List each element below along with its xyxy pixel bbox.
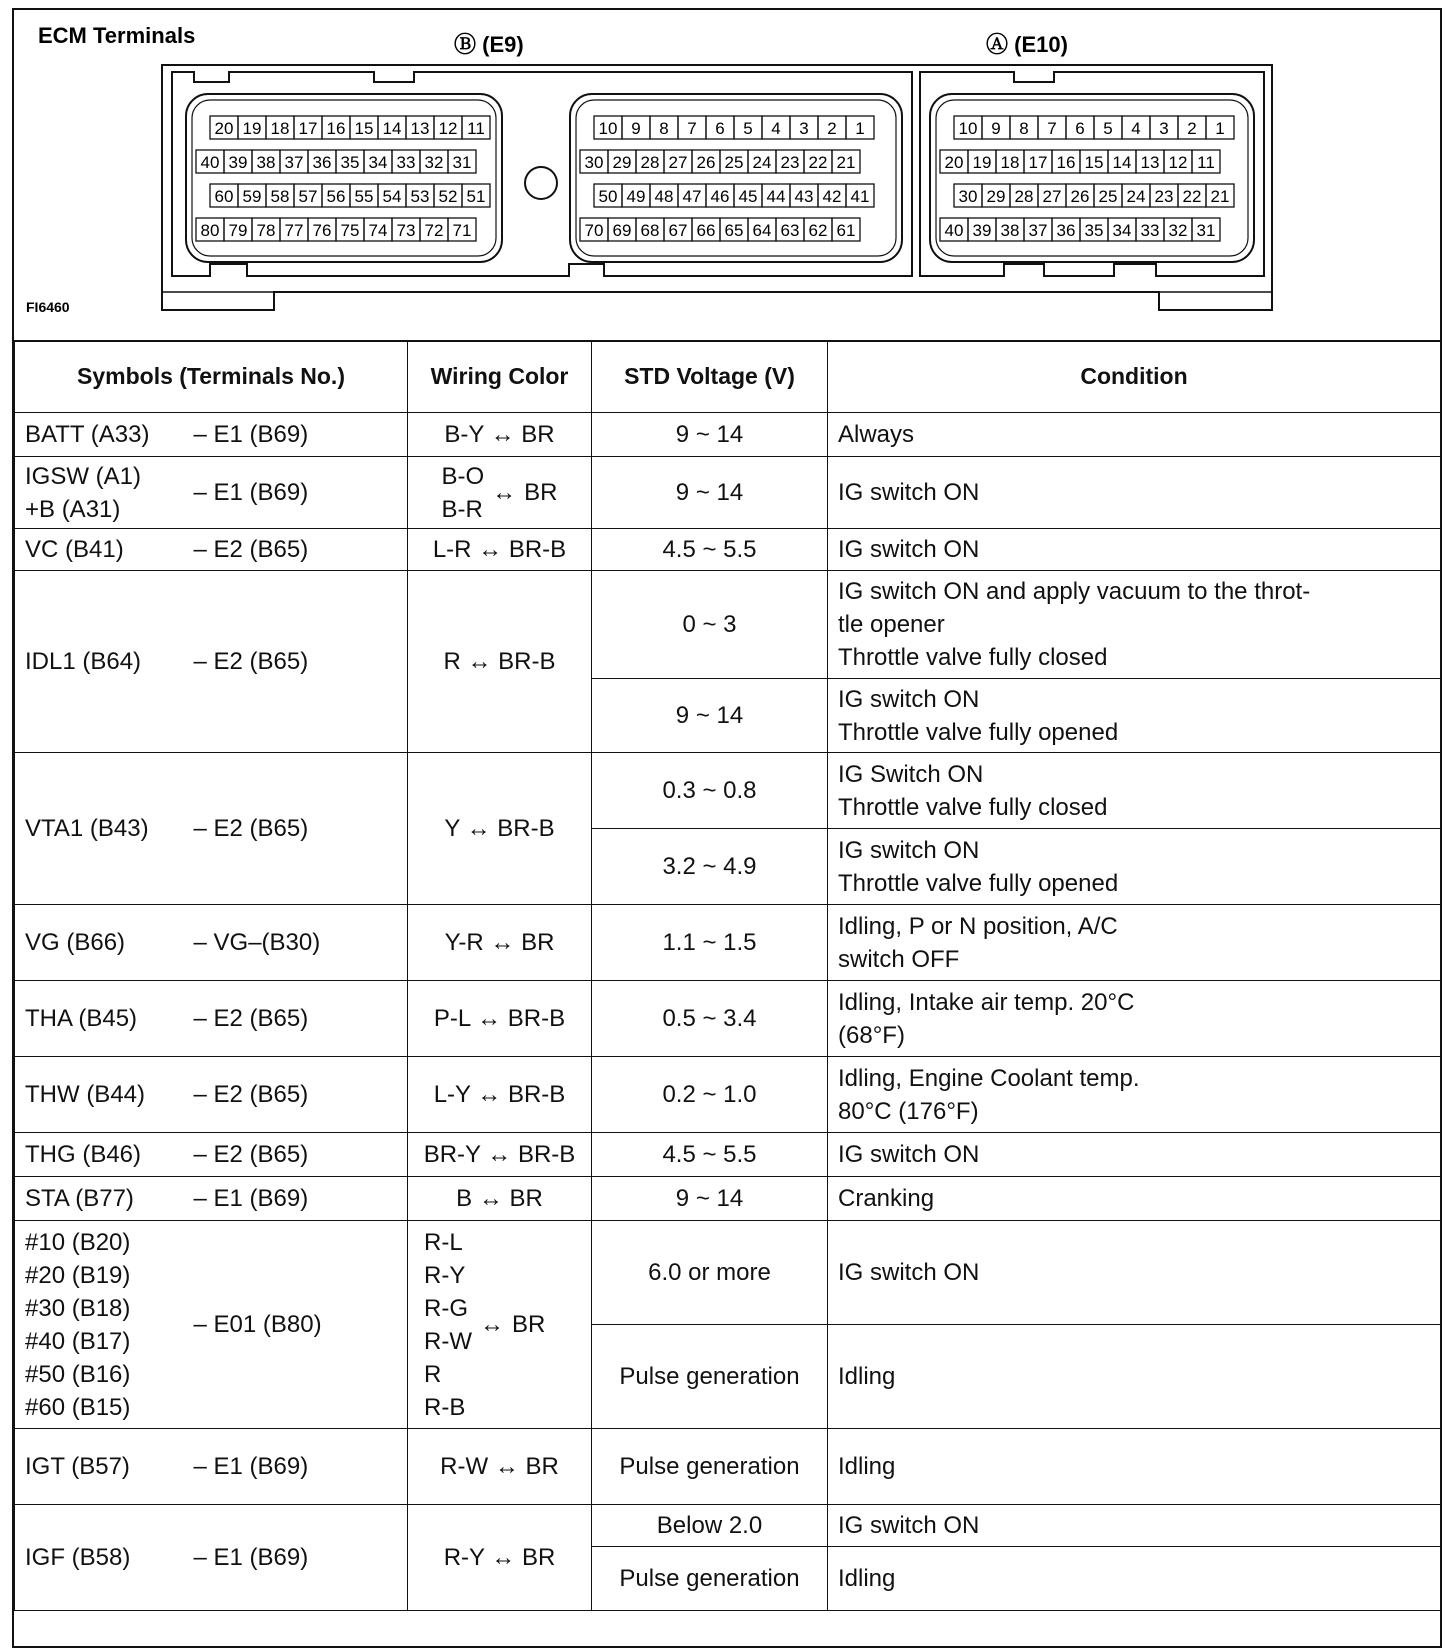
ground-cell: – E2 (B65) xyxy=(190,981,408,1057)
condition-cell: Idling, Engine Coolant temp. 80°C (176°F) xyxy=(828,1057,1441,1133)
pin-number: 15 xyxy=(354,119,374,138)
voltage-cell: Pulse generation xyxy=(592,1547,828,1611)
voltage-cell: 9 ~ 14 xyxy=(592,679,828,753)
voltage-cell: 3.2 ~ 4.9 xyxy=(592,829,828,905)
pin-number: 73 xyxy=(396,221,416,240)
wiring-cell: L-R ↔ BR-B xyxy=(408,529,592,571)
voltage-cell: Pulse generation xyxy=(592,1429,828,1505)
symbol-cell: IGSW (A1) +B (A31) xyxy=(15,457,190,529)
ecm-terminal-sheet xyxy=(12,8,1442,1648)
pin-number: 34 xyxy=(368,153,388,172)
pin-number: 6 xyxy=(715,119,725,138)
pin-number: 64 xyxy=(752,221,772,240)
ground-cell: – E1 (B69) xyxy=(190,1505,408,1611)
wiring-cell: Y ↔ BR-B xyxy=(408,753,592,905)
connector-a-outline xyxy=(920,72,1264,276)
pin-number: 11 xyxy=(1197,153,1215,172)
pin-number: 53 xyxy=(410,187,430,206)
pin-number: 5 xyxy=(1103,119,1113,138)
voltage-cell: 0.2 ~ 1.0 xyxy=(592,1057,828,1133)
pin-number: 31 xyxy=(1196,221,1216,240)
pin-number: 1 xyxy=(855,119,865,138)
symbol-cell: BATT (A33) xyxy=(15,413,190,457)
pin-number: 47 xyxy=(682,187,702,206)
header-condition: Condition xyxy=(828,341,1441,413)
condition-cell: IG switch ON xyxy=(828,1221,1441,1325)
symbol-cell: VTA1 (B43) xyxy=(15,753,190,905)
wiring-cell: B-Y ↔ BR xyxy=(408,413,592,457)
pin-number: 68 xyxy=(640,221,660,240)
pin-number: 35 xyxy=(340,153,360,172)
pin-number: 18 xyxy=(270,119,290,138)
pin-number: 3 xyxy=(799,119,809,138)
mounting-hole-icon xyxy=(525,167,557,199)
pin-number: 62 xyxy=(808,221,828,240)
table-row xyxy=(15,1221,1441,1325)
pin-number: 12 xyxy=(438,119,458,138)
pin-number: 32 xyxy=(424,153,444,172)
header-std-voltage: STD Voltage (V) xyxy=(592,341,828,413)
pin-number: 24 xyxy=(1126,187,1146,206)
symbol-cell: VG (B66) xyxy=(15,905,190,981)
pin-number: 9 xyxy=(631,119,641,138)
pin-number: 30 xyxy=(584,153,604,172)
table-row xyxy=(15,1133,1441,1177)
condition-cell: IG Switch ON Throttle valve fully closed xyxy=(828,753,1441,829)
pin-number: 55 xyxy=(354,187,374,206)
symbol-cell: THW (B44) xyxy=(15,1057,190,1133)
pin-number: 52 xyxy=(438,187,458,206)
pin-number: 71 xyxy=(452,221,472,240)
condition-cell: Always xyxy=(828,413,1441,457)
pin-number: 58 xyxy=(270,187,290,206)
pin-number: 40 xyxy=(200,153,220,172)
table-row xyxy=(15,905,1441,981)
pin-number: 27 xyxy=(668,153,688,172)
ground-cell: – E1 (B69) xyxy=(190,1429,408,1505)
pin-number: 7 xyxy=(687,119,697,138)
pin-number: 77 xyxy=(284,221,304,240)
pin-number: 29 xyxy=(612,153,632,172)
pin-number: 14 xyxy=(1112,153,1132,172)
connector-drawing xyxy=(14,10,1440,340)
symbol-cell: THA (B45) xyxy=(15,981,190,1057)
voltage-cell: Pulse generation xyxy=(592,1325,828,1429)
pin-number: 25 xyxy=(724,153,744,172)
table-row xyxy=(15,457,1441,529)
pin-number: 37 xyxy=(284,153,304,172)
pin-number: 21 xyxy=(836,153,856,172)
symbol-cell: STA (B77) xyxy=(15,1177,190,1221)
wiring-cell: R-L R-Y R-G R-W R R-B ↔ BR xyxy=(408,1221,592,1429)
connector-a-pins xyxy=(940,116,1234,241)
ground-cell: – E1 (B69) xyxy=(190,457,408,529)
table-row xyxy=(15,981,1441,1057)
voltage-cell: 4.5 ~ 5.5 xyxy=(592,1133,828,1177)
pin-number: 31 xyxy=(452,153,472,172)
pin-number: 22 xyxy=(1182,187,1202,206)
condition-cell: IG switch ON xyxy=(828,457,1441,529)
condition-cell: IG switch ON and apply vacuum to the throt- tle opener Throttle valve fully closed xyxy=(828,571,1441,679)
pin-number: 8 xyxy=(659,119,669,138)
pin-number: 29 xyxy=(986,187,1006,206)
pin-number: 17 xyxy=(1028,153,1048,172)
condition-cell: Idling xyxy=(828,1325,1441,1429)
pin-number: 15 xyxy=(1084,153,1104,172)
voltage-cell: Below 2.0 xyxy=(592,1505,828,1547)
pin-number: 45 xyxy=(738,187,758,206)
pin-number: 18 xyxy=(1000,153,1020,172)
condition-cell: IG switch ON xyxy=(828,529,1441,571)
condition-cell: Idling, P or N position, A/C switch OFF xyxy=(828,905,1441,981)
pin-number: 42 xyxy=(822,187,842,206)
pin-number: 3 xyxy=(1159,119,1169,138)
symbol-cell: IGF (B58) xyxy=(15,1505,190,1611)
connector-b-label: Ⓑ (E9) xyxy=(454,32,524,57)
pin-number: 22 xyxy=(808,153,828,172)
pin-number: 8 xyxy=(1019,119,1029,138)
pin-number: 12 xyxy=(1168,153,1188,172)
wiring-cell: Y-R ↔ BR xyxy=(408,905,592,981)
wiring-cell: R-W ↔ BR xyxy=(408,1429,592,1505)
pin-number: 72 xyxy=(424,221,444,240)
table-row xyxy=(15,571,1441,679)
pin-number: 54 xyxy=(382,187,402,206)
pin-number: 49 xyxy=(626,187,646,206)
connector-b-right-pins xyxy=(580,116,874,241)
wiring-cell: R-Y ↔ BR xyxy=(408,1505,592,1611)
wiring-cell: B-O B-R ↔ BR xyxy=(408,457,592,529)
pin-number: 23 xyxy=(1154,187,1174,206)
pin-number: 59 xyxy=(242,187,262,206)
voltage-cell: 9 ~ 14 xyxy=(592,413,828,457)
condition-cell: IG switch ON xyxy=(828,1133,1441,1177)
table-row xyxy=(15,1057,1441,1133)
pin-number: 44 xyxy=(766,187,786,206)
pin-number: 28 xyxy=(1014,187,1034,206)
table-row xyxy=(15,753,1441,829)
header-wiring-color: Wiring Color xyxy=(408,341,592,413)
terminal-table xyxy=(14,340,1441,1611)
voltage-cell: 0.3 ~ 0.8 xyxy=(592,753,828,829)
voltage-cell: 0.5 ~ 3.4 xyxy=(592,981,828,1057)
pin-number: 21 xyxy=(1210,187,1230,206)
condition-cell: IG switch ON Throttle valve fully opened xyxy=(828,679,1441,753)
pin-number: 39 xyxy=(972,221,992,240)
pin-number: 6 xyxy=(1075,119,1085,138)
ground-cell: – E1 (B69) xyxy=(190,413,408,457)
pin-number: 57 xyxy=(298,187,318,206)
pin-number: 76 xyxy=(312,221,332,240)
pin-number: 25 xyxy=(1098,187,1118,206)
pin-number: 30 xyxy=(958,187,978,206)
pin-number: 63 xyxy=(780,221,800,240)
pin-number: 4 xyxy=(1131,119,1141,138)
header-symbols: Symbols (Terminals No.) xyxy=(15,341,408,413)
voltage-cell: 0 ~ 3 xyxy=(592,571,828,679)
pin-number: 7 xyxy=(1047,119,1057,138)
wiring-cell: BR-Y ↔ BR-B xyxy=(408,1133,592,1177)
pin-number: 1 xyxy=(1215,119,1225,138)
pin-number: 38 xyxy=(256,153,276,172)
pin-number: 69 xyxy=(612,221,632,240)
condition-cell: Idling xyxy=(828,1429,1441,1505)
voltage-cell: 9 ~ 14 xyxy=(592,1177,828,1221)
pin-number: 66 xyxy=(696,221,716,240)
pin-number: 16 xyxy=(326,119,346,138)
pin-number: 36 xyxy=(312,153,332,172)
pin-number: 50 xyxy=(598,187,618,206)
pin-number: 61 xyxy=(836,221,856,240)
ground-cell: – E2 (B65) xyxy=(190,1057,408,1133)
pin-number: 48 xyxy=(654,187,674,206)
symbol-cell: #10 (B20) #20 (B19) #30 (B18) #40 (B17) #50 (B16) #60 (B15) xyxy=(15,1221,190,1429)
pin-number: 60 xyxy=(214,187,234,206)
pin-number: 2 xyxy=(1187,119,1197,138)
pin-number: 40 xyxy=(944,221,964,240)
connector-b-left-pins xyxy=(196,116,490,241)
voltage-cell: 4.5 ~ 5.5 xyxy=(592,529,828,571)
pin-number: 74 xyxy=(368,221,388,240)
pin-number: 46 xyxy=(710,187,730,206)
symbol-cell: THG (B46) xyxy=(15,1133,190,1177)
table-row xyxy=(15,413,1441,457)
pin-number: 51 xyxy=(466,187,486,206)
pin-number: 32 xyxy=(1168,221,1188,240)
pin-number: 33 xyxy=(1140,221,1160,240)
pin-number: 5 xyxy=(743,119,753,138)
pin-number: 28 xyxy=(640,153,660,172)
table-row xyxy=(15,1177,1441,1221)
pin-number: 24 xyxy=(752,153,772,172)
voltage-cell: 1.1 ~ 1.5 xyxy=(592,905,828,981)
condition-cell: Idling xyxy=(828,1547,1441,1611)
voltage-cell: 9 ~ 14 xyxy=(592,457,828,529)
table-header-row xyxy=(15,341,1441,413)
wiring-cell: B ↔ BR xyxy=(408,1177,592,1221)
voltage-cell: 6.0 or more xyxy=(592,1221,828,1325)
diagram-title: ECM Terminals xyxy=(38,23,196,48)
symbol-cell: IGT (B57) xyxy=(15,1429,190,1505)
pin-number: 79 xyxy=(228,221,248,240)
pin-number: 4 xyxy=(771,119,781,138)
pin-number: 19 xyxy=(242,119,262,138)
pin-number: 26 xyxy=(1070,187,1090,206)
ground-cell: – E1 (B69) xyxy=(190,1177,408,1221)
pin-number: 35 xyxy=(1084,221,1104,240)
symbol-cell: IDL1 (B64) xyxy=(15,571,190,753)
pin-number: 9 xyxy=(991,119,1001,138)
pin-number: 37 xyxy=(1028,221,1048,240)
ground-cell: – E01 (B80) xyxy=(190,1221,408,1429)
pin-number: 10 xyxy=(598,119,618,138)
pin-number: 2 xyxy=(827,119,837,138)
condition-cell: IG switch ON Throttle valve fully opened xyxy=(828,829,1441,905)
pin-number: 11 xyxy=(467,119,485,138)
connector-diagram xyxy=(14,10,1440,342)
pin-number: 78 xyxy=(256,221,276,240)
pin-number: 14 xyxy=(382,119,402,138)
wiring-cell: P-L ↔ BR-B xyxy=(408,981,592,1057)
pin-number: 56 xyxy=(326,187,346,206)
pin-number: 67 xyxy=(668,221,688,240)
symbol-cell: VC (B41) xyxy=(15,529,190,571)
pin-number: 80 xyxy=(200,221,220,240)
wiring-cell: R ↔ BR-B xyxy=(408,571,592,753)
condition-cell: Cranking xyxy=(828,1177,1441,1221)
pin-number: 70 xyxy=(584,221,604,240)
pin-number: 43 xyxy=(794,187,814,206)
condition-cell: Idling, Intake air temp. 20°C (68°F) xyxy=(828,981,1441,1057)
pin-number: 17 xyxy=(298,119,318,138)
table-row xyxy=(15,1429,1441,1505)
table-row xyxy=(15,529,1441,571)
pin-number: 33 xyxy=(396,153,416,172)
pin-number: 75 xyxy=(340,221,360,240)
pin-number: 38 xyxy=(1000,221,1020,240)
pin-number: 23 xyxy=(780,153,800,172)
pin-number: 20 xyxy=(214,119,234,138)
pin-number: 26 xyxy=(696,153,716,172)
connector-b-outline xyxy=(172,72,912,276)
pin-number: 41 xyxy=(850,187,870,206)
pin-number: 34 xyxy=(1112,221,1132,240)
pin-number: 27 xyxy=(1042,187,1062,206)
pin-number: 65 xyxy=(724,221,744,240)
ground-cell: – E2 (B65) xyxy=(190,753,408,905)
figure-id: FI6460 xyxy=(26,299,70,315)
wiring-cell: L-Y ↔ BR-B xyxy=(408,1057,592,1133)
pin-number: 13 xyxy=(410,119,430,138)
pin-number: 10 xyxy=(958,119,978,138)
pin-number: 16 xyxy=(1056,153,1076,172)
ground-cell: – E2 (B65) xyxy=(190,529,408,571)
pin-number: 20 xyxy=(944,153,964,172)
ground-cell: – E2 (B65) xyxy=(190,1133,408,1177)
pin-number: 19 xyxy=(972,153,992,172)
ground-cell: – VG–(B30) xyxy=(190,905,408,981)
table-row xyxy=(15,1505,1441,1547)
ground-cell: – E2 (B65) xyxy=(190,571,408,753)
pin-number: 39 xyxy=(228,153,248,172)
pin-number: 36 xyxy=(1056,221,1076,240)
condition-cell: IG switch ON xyxy=(828,1505,1441,1547)
pin-number: 13 xyxy=(1140,153,1160,172)
connector-a-label: Ⓐ (E10) xyxy=(986,32,1068,57)
